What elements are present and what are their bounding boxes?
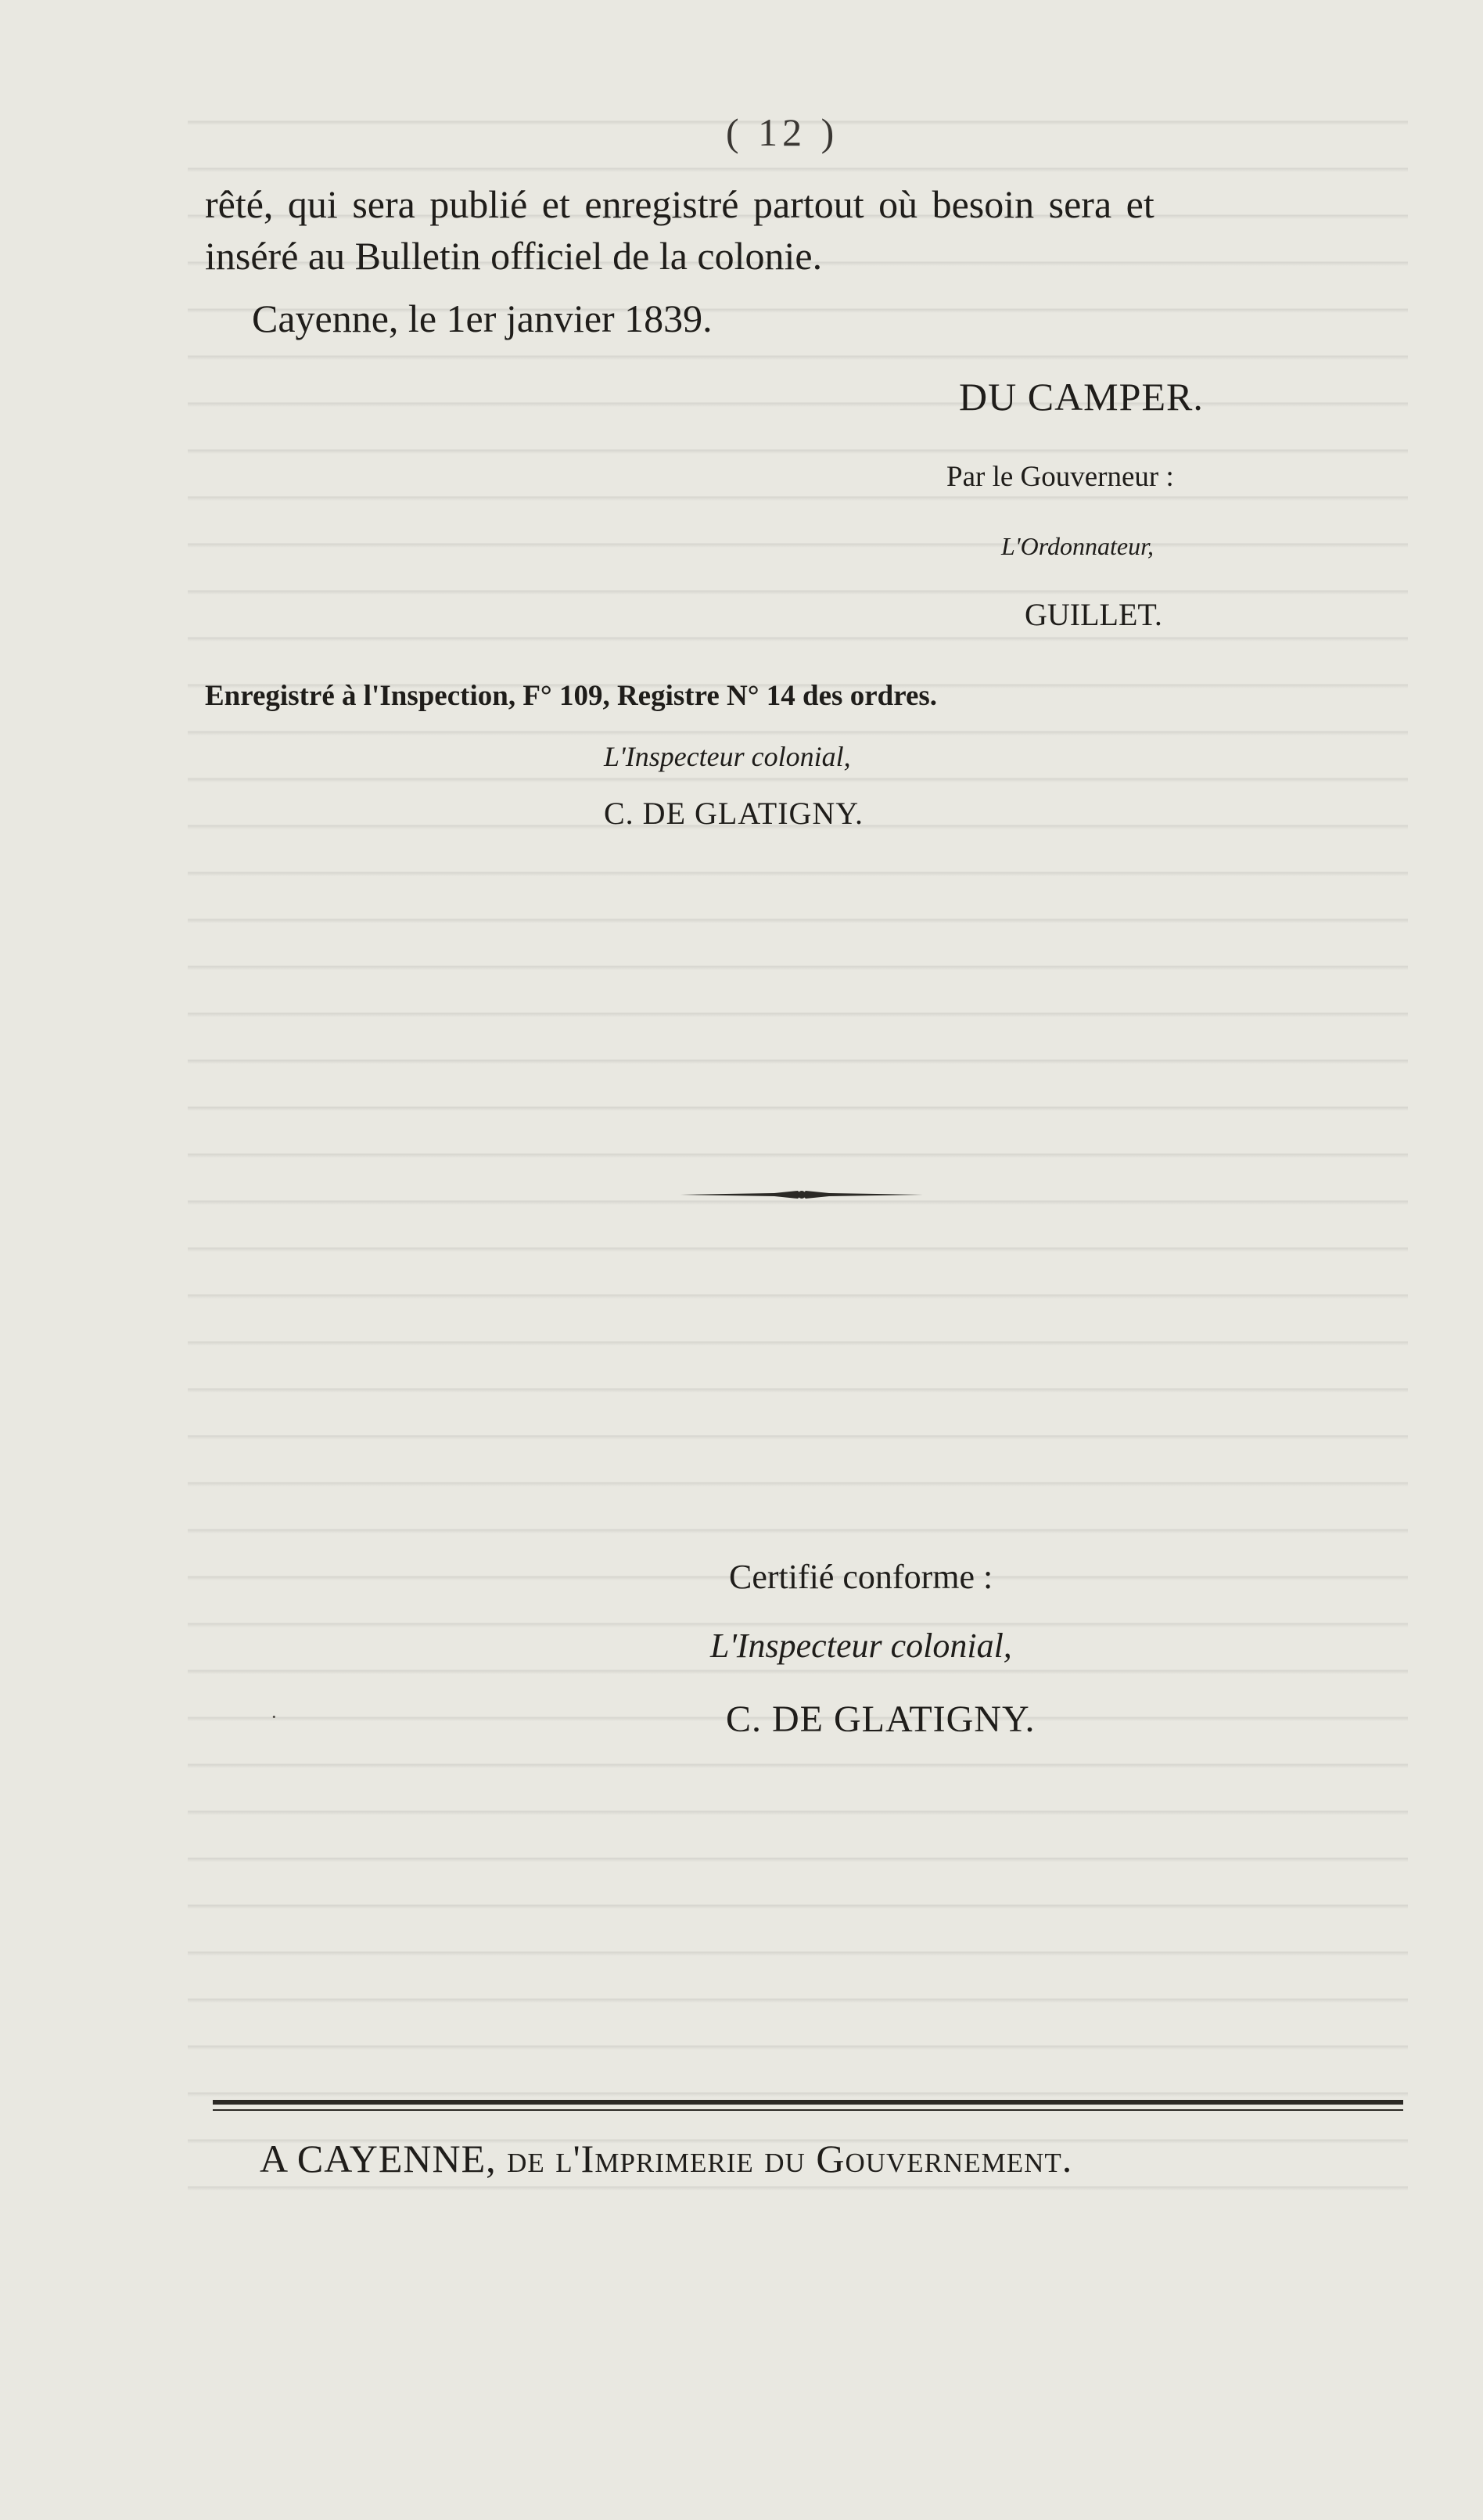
inspecteur-name-2: C. DE GLATIGNY. — [726, 1699, 1036, 1740]
inspecteur-name-1: C. DE GLATIGNY. — [604, 796, 864, 831]
printer-imprint: A CAYENNE, de l'Imprimerie du Gouvernement. — [260, 2137, 1073, 2180]
ordonnateur-title: L'Ordonnateur, — [1001, 532, 1154, 560]
date-line: Cayenne, le 1er janvier 1839. — [252, 297, 713, 340]
registration-statement: Enregistré à l'Inspection, F° 109, Registre N° 14 des ordres. — [205, 680, 938, 712]
page-number: ( 12 ) — [726, 110, 839, 154]
body-text-line-2: inséré au Bulletin officiel de la colonie. — [205, 234, 823, 278]
certification-heading: Certifié conforme : — [729, 1558, 993, 1596]
ordonnateur-name: GUILLET. — [1025, 597, 1162, 632]
body-text-line-1: rêté, qui sera publié et enregistré partout où besoin sera et — [205, 182, 1154, 226]
inspecteur-title-2: L'Inspecteur colonial, — [710, 1627, 1012, 1665]
stray-mark: · — [271, 1706, 278, 1728]
par-le-gouverneur: Par le Gouverneur : — [946, 461, 1174, 493]
separator-ornament — [680, 1183, 923, 1206]
inspecteur-title-1: L'Inspecteur colonial, — [604, 741, 851, 772]
bleed-through-texture — [188, 78, 1408, 2191]
governor-signature: DU CAMPER. — [959, 375, 1204, 419]
imprint-rule-thin — [213, 2109, 1403, 2111]
imprint-rule-thick — [213, 2100, 1403, 2105]
